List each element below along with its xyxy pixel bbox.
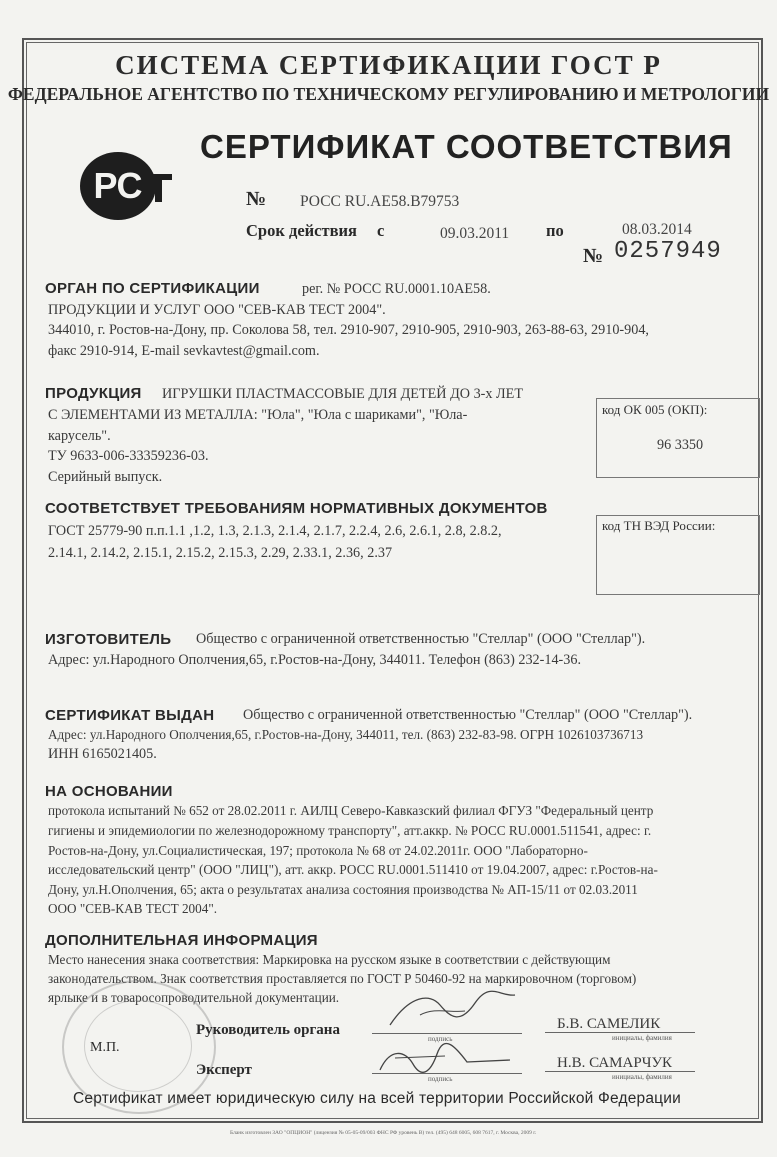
product-line-2: С ЭЛЕМЕНТАМИ ИЗ МЕТАЛЛА: "Юла", "Юла с шариками", "Юла- bbox=[48, 407, 468, 423]
certification-body-reg: рег. № РОСС RU.0001.10АЕ58. bbox=[302, 281, 491, 297]
expert-signature-caption: подпись bbox=[428, 1075, 453, 1083]
issued-to-address: Адрес: ул.Народного Ополчения,65, г.Ростов-на-Дону, 344011, тел. (863) 232-83-98. ОГРН 1026103736713 bbox=[48, 727, 644, 742]
form-number: 0257949 bbox=[614, 238, 722, 265]
certification-body-contacts: факс 2910-914, E-mail sevkavtest@gmail.com. bbox=[48, 343, 320, 359]
product-line-4: ТУ 9633-006-33359236-03. bbox=[48, 448, 209, 464]
manufacturer-heading: ИЗГОТОВИТЕЛЬ bbox=[45, 631, 172, 648]
number-sign: № bbox=[246, 188, 267, 210]
certification-body-name: ПРОДУКЦИИ И УСЛУГ ООО "СЕВ-КАВ ТЕСТ 2004". bbox=[48, 302, 386, 318]
product-heading: ПРОДУКЦИЯ bbox=[45, 385, 142, 402]
expert-name-line bbox=[545, 1071, 695, 1072]
certification-body-heading: ОРГАН ПО СЕРТИФИКАЦИИ bbox=[45, 280, 260, 297]
product-line-3: карусель". bbox=[48, 428, 111, 444]
basis-line-6: ООО "СЕВ-КАВ ТЕСТ 2004". bbox=[48, 901, 218, 916]
additional-info-line-2: законодательством. Знак соответствия проставляется по ГОСТ Р 50460-92 на маркировочном (торговом) bbox=[48, 971, 637, 986]
conformity-line-2: 2.14.1, 2.14.2, 2.15.1, 2.15.2, 2.15.3, 2.29, 2.33.1, 2.36, 2.37 bbox=[48, 545, 393, 561]
head-of-body-label: Руководитель органа bbox=[196, 1022, 340, 1038]
certification-body-address: 344010, г. Ростов-на-Дону, пр. Соколова 58, тел. 2910-907, 2910-905, 2910-903, 263-88-63, 2910-904, bbox=[48, 322, 649, 338]
tnved-code-label: код ТН ВЭД России: bbox=[602, 518, 716, 533]
expert-handwritten-signature bbox=[375, 1040, 515, 1080]
head-name-line bbox=[545, 1032, 695, 1033]
additional-info-heading: ДОПОЛНИТЕЛЬНАЯ ИНФОРМАЦИЯ bbox=[45, 932, 318, 949]
validity-label: Срок действия bbox=[246, 221, 357, 240]
certificate-title: СЕРТИФИКАТ СООТВЕТСТВИЯ bbox=[200, 128, 733, 165]
print-imprint: Бланк изготовлен ЗАО "ОПЦИОН" (лицензия № 05-05-09/003 ФНС РФ уровень В) тел. (495) 648 6005, 608 7617, г. Москва, 2009 г. bbox=[230, 1130, 537, 1136]
basis-line-5: Дону, ул.Н.Ополчения, 65; акта о результатах анализа состояния производства № АП-15/11 от 02.03.2011 bbox=[48, 882, 638, 897]
svg-text:РС: РС bbox=[93, 165, 143, 206]
legal-validity-note: Сертификат имеет юридическую силу на всей территории Российской Федерации bbox=[73, 1090, 681, 1107]
expert-label: Эксперт bbox=[196, 1062, 252, 1078]
head-name: Б.В. САМЕЛИК bbox=[557, 1016, 661, 1032]
additional-info-line-1: Место нанесения знака соответствия: Маркировка на русском языке в соответствии с действующим bbox=[48, 952, 611, 967]
validity-to-label: по bbox=[546, 221, 564, 240]
head-signature-caption: подпись bbox=[428, 1035, 453, 1043]
basis-line-4: исследовательский центр" (ООО "ЛИЦ"), атт. аккр. РОСС RU.0001.511410 от 19.04.2007, адрес: г.Ростов-на- bbox=[48, 862, 658, 877]
conformity-heading: СООТВЕТСТВУЕТ ТРЕБОВАНИЯМ НОРМАТИВНЫХ ДОКУМЕНТОВ bbox=[45, 500, 548, 517]
issued-to-name: Общество с ограниченной ответственностью "Стеллар" (ООО "Стеллар"). bbox=[243, 707, 693, 723]
expert-name-caption: инициалы, фамилия bbox=[612, 1073, 672, 1081]
system-title: СИСТЕМА СЕРТИФИКАЦИИ ГОСТ Р bbox=[115, 50, 662, 80]
expert-name: Н.В. САМАРЧУК bbox=[557, 1055, 673, 1071]
basis-heading: НА ОСНОВАНИИ bbox=[45, 783, 173, 800]
seal-label: М.П. bbox=[90, 1040, 120, 1055]
basis-line-1: протокола испытаний № 652 от 28.02.2011 г. АИЛЦ Северо-Кавказский филиал ФГУЗ "Федеральный центр bbox=[48, 803, 654, 818]
basis-line-3: Ростов-на-Дону, ул.Социалистическая, 197; протокола № 68 от 24.02.2011г. ООО "Лабораторно- bbox=[48, 843, 588, 858]
head-name-caption: инициалы, фамилия bbox=[612, 1034, 672, 1042]
product-line-5: Серийный выпуск. bbox=[48, 469, 163, 485]
agency-title: ФЕДЕРАЛЬНОЕ АГЕНТСТВО ПО ТЕХНИЧЕСКОМУ РЕГУЛИРОВАНИЮ И МЕТРОЛОГИИ bbox=[7, 84, 770, 104]
certificate-number: РОСС RU.АЕ58.В79753 bbox=[300, 193, 460, 210]
manufacturer-address: Адрес: ул.Народного Ополчения,65, г.Ростов-на-Дону, 344011. Телефон (863) 232-14-36. bbox=[48, 652, 581, 668]
issued-to-inn: ИНН 6165021405. bbox=[48, 746, 157, 762]
conformity-line-1: ГОСТ 25779-90 п.п.1.1 ,1.2, 1.3, 2.1.3, 2.1.4, 2.1.7, 2.2.4, 2.6, 2.6.1, 2.8, 2.8.2, bbox=[48, 523, 502, 539]
form-number-sign: № bbox=[583, 245, 604, 267]
basis-line-2: гигиены и эпидемиологии по железнодорожному транспорту", атт.аккр. № РОСС RU.0001.511541, адрес: г. bbox=[48, 823, 652, 838]
validity-to-date: 08.03.2014 bbox=[622, 221, 692, 238]
product-line-1: ИГРУШКИ ПЛАСТМАССОВЫЕ ДЛЯ ДЕТЕЙ ДО 3-х ЛЕТ bbox=[162, 386, 523, 402]
validity-from-label: с bbox=[377, 221, 385, 240]
head-handwritten-signature bbox=[380, 985, 520, 1035]
manufacturer-name: Общество с ограниченной ответственностью "Стеллар" (ООО "Стеллар"). bbox=[196, 631, 646, 647]
additional-info-line-3: ярлыке и в товаросопроводительной документации. bbox=[48, 990, 340, 1005]
issued-to-heading: СЕРТИФИКАТ ВЫДАН bbox=[45, 707, 215, 724]
rst-mark-icon bbox=[78, 150, 174, 222]
validity-from-date: 09.03.2011 bbox=[440, 225, 510, 242]
okp-code-label: код ОК 005 (ОКП): bbox=[602, 402, 708, 417]
okp-code-value: 96 3350 bbox=[657, 437, 704, 453]
